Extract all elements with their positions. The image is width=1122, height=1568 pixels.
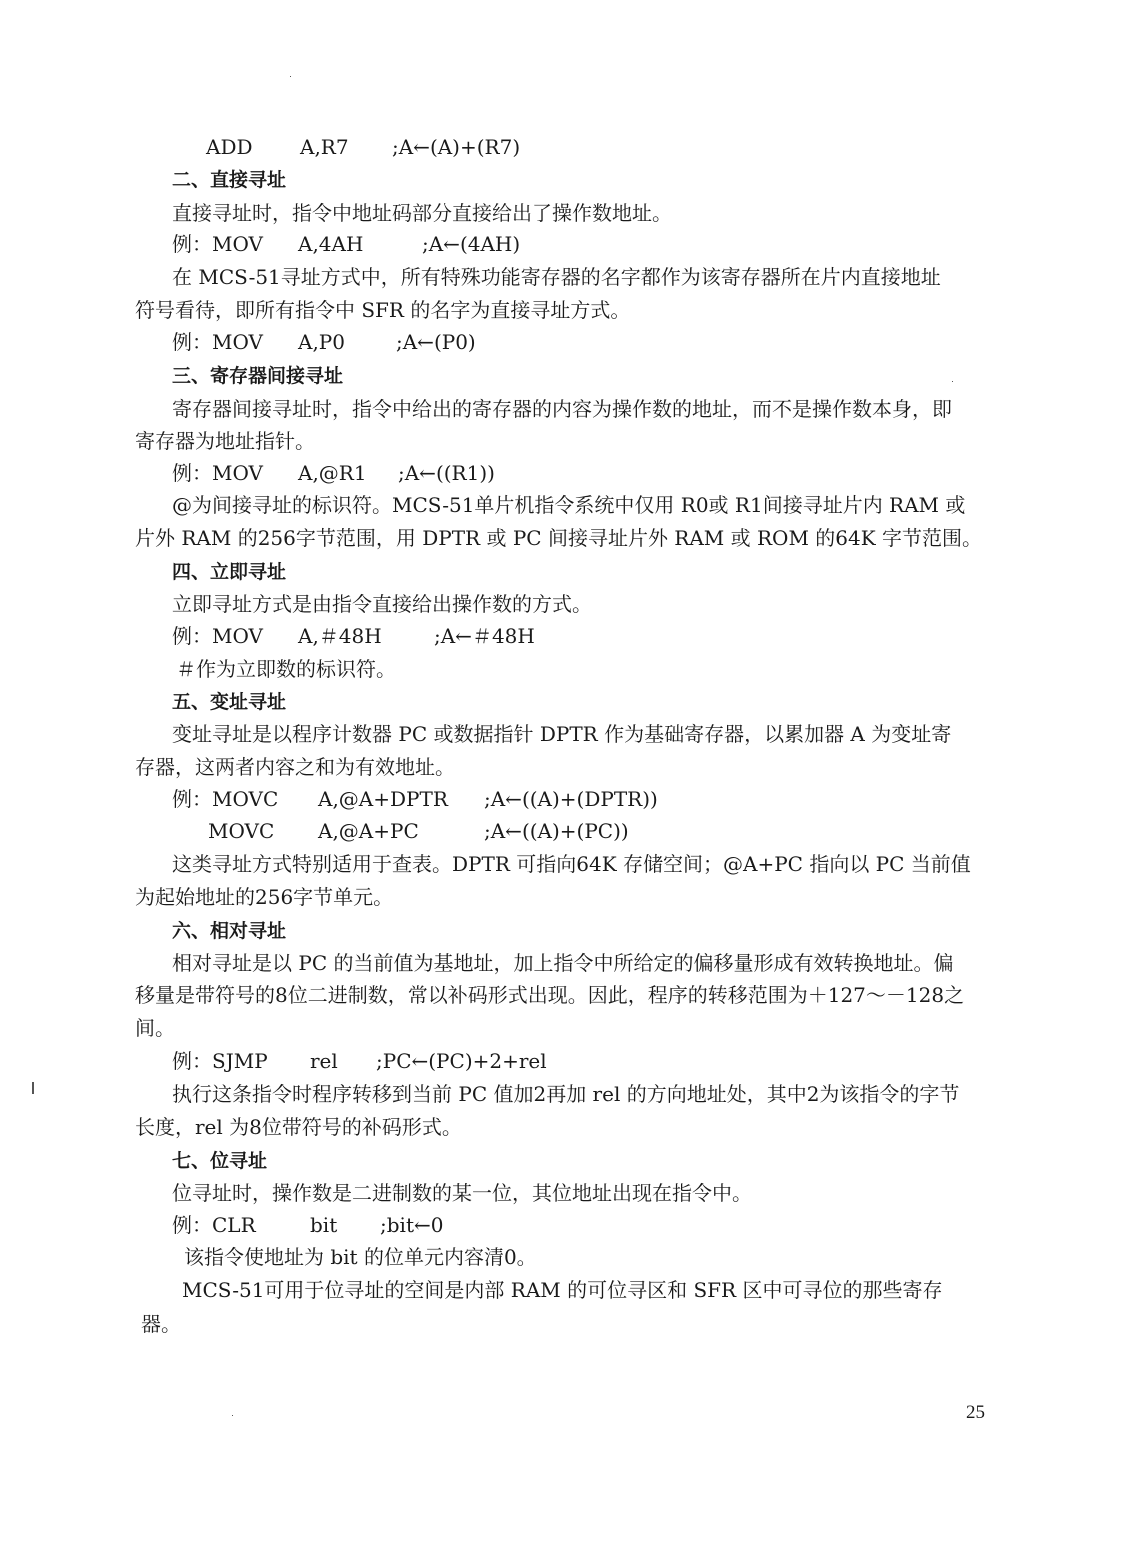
- example-line: [172, 622, 535, 650]
- example-comment: ;A←(4AH): [422, 232, 521, 256]
- heading-direct-addressing: 二、直接寻址: [172, 169, 287, 191]
- paragraph-line: 长度，rel 为8位带符号的补码形式。: [135, 1115, 462, 1139]
- heading-relative-addressing: 六、相对寻址: [172, 920, 287, 942]
- example-args: rel: [310, 1049, 338, 1073]
- paragraph-line: 变址寻址是以程序计数器 PC 或数据指针 DPTR 作为基础寄存器，以累加器 A 为变址寄: [172, 722, 952, 746]
- heading-immediate-addressing: 四、立即寻址: [172, 561, 287, 583]
- page-number: 25: [966, 1402, 985, 1423]
- scan-speck: [290, 76, 291, 77]
- scan-speck: [952, 381, 953, 382]
- example-lead: MOVC: [208, 819, 275, 843]
- paragraph-line: 该指令使地址为 bit 的位单元内容清0。: [184, 1245, 537, 1269]
- example-line: [172, 1211, 443, 1239]
- example-args: A,@A+DPTR: [318, 787, 448, 811]
- example-lead: 例：MOV: [172, 624, 263, 648]
- paragraph-line: ＃作为立即数的标识符。: [176, 657, 396, 681]
- code-comment: ;A←(A)+(R7): [392, 135, 521, 159]
- paragraph-line: 立即寻址方式是由指令直接给出操作数的方式。: [172, 592, 592, 616]
- example-comment: ;A←((A)+(DPTR)): [484, 787, 658, 811]
- example-lead: 例：MOV: [172, 232, 263, 256]
- paragraph-line: 位寻址时，操作数是二进制数的某一位，其位地址出现在指令中。: [172, 1181, 752, 1205]
- code-line-add: [206, 133, 520, 161]
- example-lead: 例：MOV: [172, 330, 263, 354]
- paragraph-line: 在 MCS-51寻址方式中，所有特殊功能寄存器的名字都作为该寄存器所在片内直接地址: [172, 265, 941, 289]
- example-line: [172, 328, 476, 356]
- example-comment: ;PC←(PC)+2+rel: [376, 1049, 547, 1073]
- paragraph-line: 存器，这两者内容之和为有效地址。: [135, 755, 455, 779]
- heading-indexed-addressing: 五、变址寻址: [172, 691, 287, 713]
- paragraph-line: 寄存器间接寻址时，指令中给出的寄存器的内容为操作数的地址，而不是操作数本身，即: [172, 397, 952, 421]
- paragraph-line: 执行这条指令时程序转移到当前 PC 值加2再加 rel 的方向地址处，其中2为该指令的字节: [172, 1082, 960, 1106]
- paragraph-line: 相对寻址是以 PC 的当前值为基地址，加上指令中所给定的偏移量形成有效转换地址。偏: [172, 951, 954, 975]
- example-comment: ;bit←0: [380, 1213, 444, 1237]
- paragraph-line: 直接寻址时，指令中地址码部分直接给出了操作数地址。: [172, 201, 672, 225]
- paragraph-line: 移量是带符号的8位二进制数，常以补码形式出现。因此，程序的转移范围为＋127～－128之: [135, 983, 965, 1007]
- code-op: ADD: [206, 135, 253, 159]
- example-line: [172, 459, 495, 487]
- paragraph-line: 符号看待，即所有指令中 SFR 的名字为直接寻址方式。: [135, 298, 631, 322]
- example-lead: 例：CLR: [172, 1213, 256, 1237]
- example-line: [172, 1047, 547, 1075]
- example-line: [172, 785, 658, 813]
- example-comment: ;A←＃48H: [434, 624, 535, 648]
- example-comment: ;A←((R1)): [398, 461, 495, 485]
- paragraph-line: MCS-51可用于位寻址的空间是内部 RAM 的可位寻区和 SFR 区中可寻位的那些寄存: [182, 1278, 943, 1302]
- paragraph-line: 寄存器为地址指针。: [135, 429, 315, 453]
- paragraph-line: 器。: [141, 1312, 181, 1336]
- example-args: A,＃48H: [298, 624, 382, 648]
- paragraph-line: 间。: [135, 1016, 175, 1040]
- example-lead: 例：MOVC: [172, 787, 279, 811]
- example-line: [208, 817, 629, 845]
- code-args: A,R7: [300, 135, 349, 159]
- paragraph-line: 片外 RAM 的256字节范围，用 DPTR 或 PC 间接寻址片外 RAM 或 ROM 的64K 字节范围。: [135, 526, 983, 550]
- paragraph-line: 为起始地址的256字节单元。: [135, 885, 394, 909]
- example-args: bit: [310, 1213, 338, 1237]
- example-lead: 例：MOV: [172, 461, 263, 485]
- example-comment: ;A←(P0): [396, 330, 476, 354]
- example-lead: 例：SJMP: [172, 1049, 268, 1073]
- example-line: [172, 230, 520, 258]
- example-args: A,@R1: [298, 461, 367, 485]
- paragraph-line: 这类寻址方式特别适用于查表。DPTR 可指向64K 存储空间；@A+PC 指向以 PC 当前值: [172, 852, 971, 876]
- paragraph-line: @为间接寻址的标识符。MCS-51单片机指令系统中仅用 R0或 R1间接寻址片内 RAM 或: [172, 493, 966, 517]
- example-args: A,@A+PC: [318, 819, 419, 843]
- example-args: A,4AH: [298, 232, 364, 256]
- heading-register-indirect: 三、寄存器间接寻址: [172, 365, 344, 387]
- scan-speck: [32, 1082, 34, 1094]
- heading-bit-addressing: 七、位寻址: [172, 1150, 268, 1172]
- example-comment: ;A←((A)+(PC)): [484, 819, 629, 843]
- example-args: A,P0: [298, 330, 345, 354]
- scan-speck: [232, 1415, 233, 1416]
